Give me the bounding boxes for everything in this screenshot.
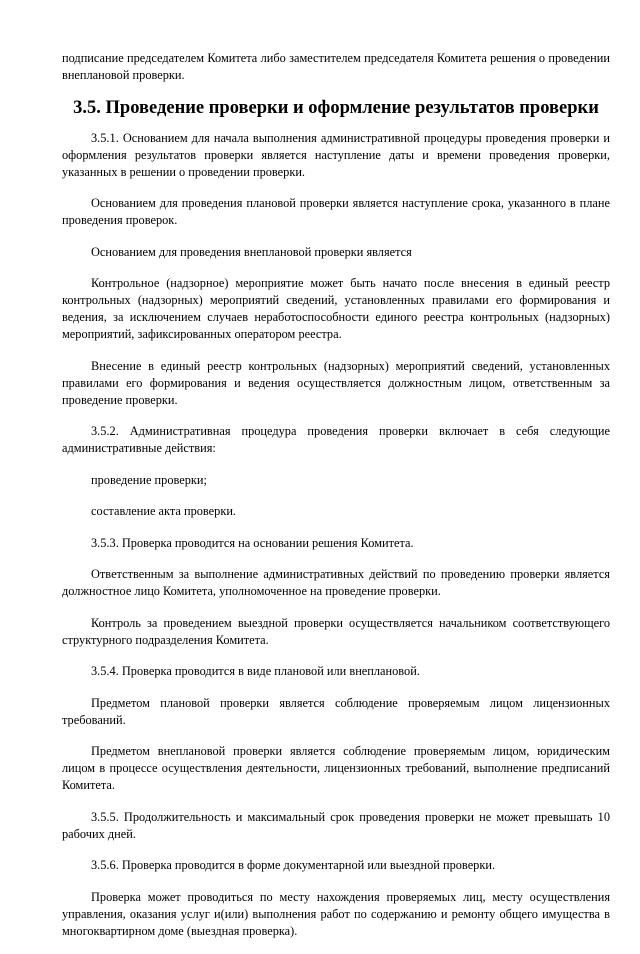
paragraph-3-5-3: 3.5.3. Проверка проводится на основании решения Комитета. [91,535,414,550]
section-title: 3.5. Проведение проверки и оформление результатов проверки [73,96,599,118]
paragraph-registry-start: Контрольное (надзорное) мероприятие может быть начато после внесения в единый реестр контрольных (надзорных) мероприятий сведений, установленных правилами его формирования и ведения, за исключением случаев неработоспособности единого реестра контрольных (надзорных) мероприятий, зафиксированных оператором реестра. [62,276,610,341]
paragraph-3-5-5: 3.5.5. Продолжительность и максимальный срок проведения проверки не может превышать 10 рабочих дней. [62,809,610,841]
document-page [62,50,610,954]
paragraph-planned-subject: Предметом плановой проверки является соблюдение проверяемым лицом лицензионных требований. [62,695,610,727]
paragraph-responsible: Ответственным за выполнение административных действий по проведению проверки является должностное лицо Комитета, уполномоченное на проведение проверки. [62,567,610,598]
paragraph-3-5-1: 3.5.1. Основанием для начала выполнения административной процедуры проведения проверки и оформления результатов проверки является наступление даты и времени проведения проверки, указанных в решении о проведении проверки. [62,130,610,179]
action-item-act: составление акта проверки. [91,504,237,518]
paragraph-unplanned-basis: Основанием для проведения внеплановой проверки является [91,244,412,259]
action-item-inspection: проведение проверки; [91,472,207,487]
paragraph-planned-basis: Основанием для проведения плановой проверки является наступление срока, указанного в плане проведения проверок. [62,196,610,227]
paragraph-registry-entry: Внесение в единый реестр контрольных (надзорных) мероприятий сведений, установленных правилами его формирования и ведения осуществляется должностным лицом, ответственным за проведение проверки. [62,358,610,407]
paragraph-3-5-4: 3.5.4. Проверка проводится в виде плановой или внеплановой. [91,664,420,678]
paragraph-control: Контроль за проведением выездной проверки осуществляется начальником соответствующего структурного подразделения Комитета. [62,615,610,647]
paragraph-3-5-2: 3.5.2. Административная процедура проведения проверки включает в себя следующие административные действия: [62,424,610,455]
intro-paragraph: подписание председателем Комитета либо заместителем председателя Комитета решения о проведении внеплановой проверки. [62,51,610,82]
paragraph-unplanned-subject: Предметом внеплановой проверки является соблюдение проверяемым лицом, юридическим лицом в процессе осуществления деятельности, лицензионных требований, выполнение предписаний Комитета. [62,744,610,792]
paragraph-location: Проверка может проводиться по месту нахождения проверяемых лиц, месту осуществления управления, оказания услуг и(или) выполнения работ по содержанию и ремонту общего имущества в многоквартирном доме (выездная проверка). [62,889,610,938]
paragraph-3-5-6: 3.5.6. Проверка проводится в форме документарной или выездной проверки. [91,858,496,872]
